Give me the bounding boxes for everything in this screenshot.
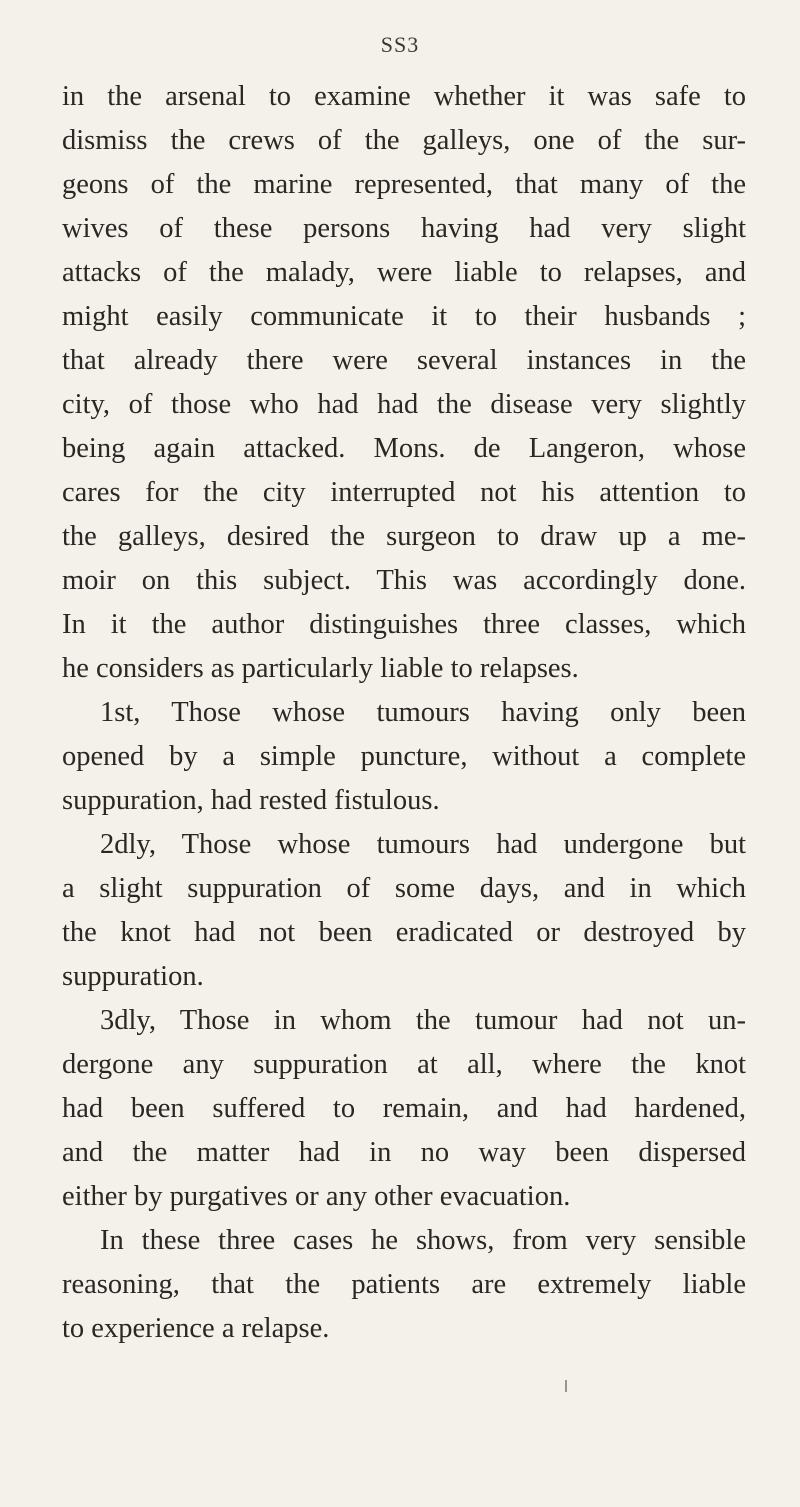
text-line: suppuration. xyxy=(62,961,204,992)
text-line: 3dly, Those in whom the tumour had not un- xyxy=(100,1005,746,1036)
text-line: suppuration, had rested fistulous. xyxy=(62,785,440,816)
text-line: In it the author distinguishes three classes, which xyxy=(62,609,746,640)
text-line: he considers as particularly liable to relapses. xyxy=(62,653,579,684)
text-line: being again attacked. Mons. de Langeron, whose xyxy=(62,433,746,464)
text-line: that already there were several instances in the xyxy=(62,345,746,376)
text-line: attacks of the malady, were liable to relapses, and xyxy=(62,257,746,288)
text-line: In these three cases he shows, from very sensible xyxy=(100,1225,746,1256)
page-number: SS3 xyxy=(380,32,420,57)
text-line: moir on this subject. This was accordingly done. xyxy=(62,565,746,596)
text-line: to experience a relapse. xyxy=(62,1313,330,1344)
text-line: the galleys, desired the surgeon to draw up a me- xyxy=(62,521,746,552)
text-line: dergone any suppuration at all, where the knot xyxy=(62,1049,746,1080)
text-line: 2dly, Those whose tumours had undergone but xyxy=(100,829,746,860)
text-line: either by purgatives or any other evacuation. xyxy=(62,1181,571,1212)
body-text xyxy=(62,75,746,1351)
text-line: dismiss the crews of the galleys, one of the sur- xyxy=(62,125,746,156)
text-line: geons of the marine represented, that many of the xyxy=(62,169,746,200)
text-line: and the matter had in no way been dispersed xyxy=(62,1137,746,1168)
text-line: opened by a simple puncture, without a complete xyxy=(62,741,746,772)
text-line: had been suffered to remain, and had hardened, xyxy=(62,1093,746,1124)
text-line: in the arsenal to examine whether it was safe to xyxy=(62,81,746,112)
text-line: city, of those who had had the disease very slightly xyxy=(62,389,746,420)
text-line: a slight suppuration of some days, and in which xyxy=(62,873,746,904)
text-line: cares for the city interrupted not his attention to xyxy=(62,477,746,508)
text-line: might easily communicate it to their husbands ; xyxy=(62,301,746,332)
text-line: wives of these persons having had very slight xyxy=(62,213,746,244)
ink-mark xyxy=(565,1380,567,1392)
text-line: 1st, Those whose tumours having only been xyxy=(100,697,746,728)
text-line: reasoning, that the patients are extremely liable xyxy=(62,1269,746,1300)
text-line: the knot had not been eradicated or destroyed by xyxy=(62,917,746,948)
